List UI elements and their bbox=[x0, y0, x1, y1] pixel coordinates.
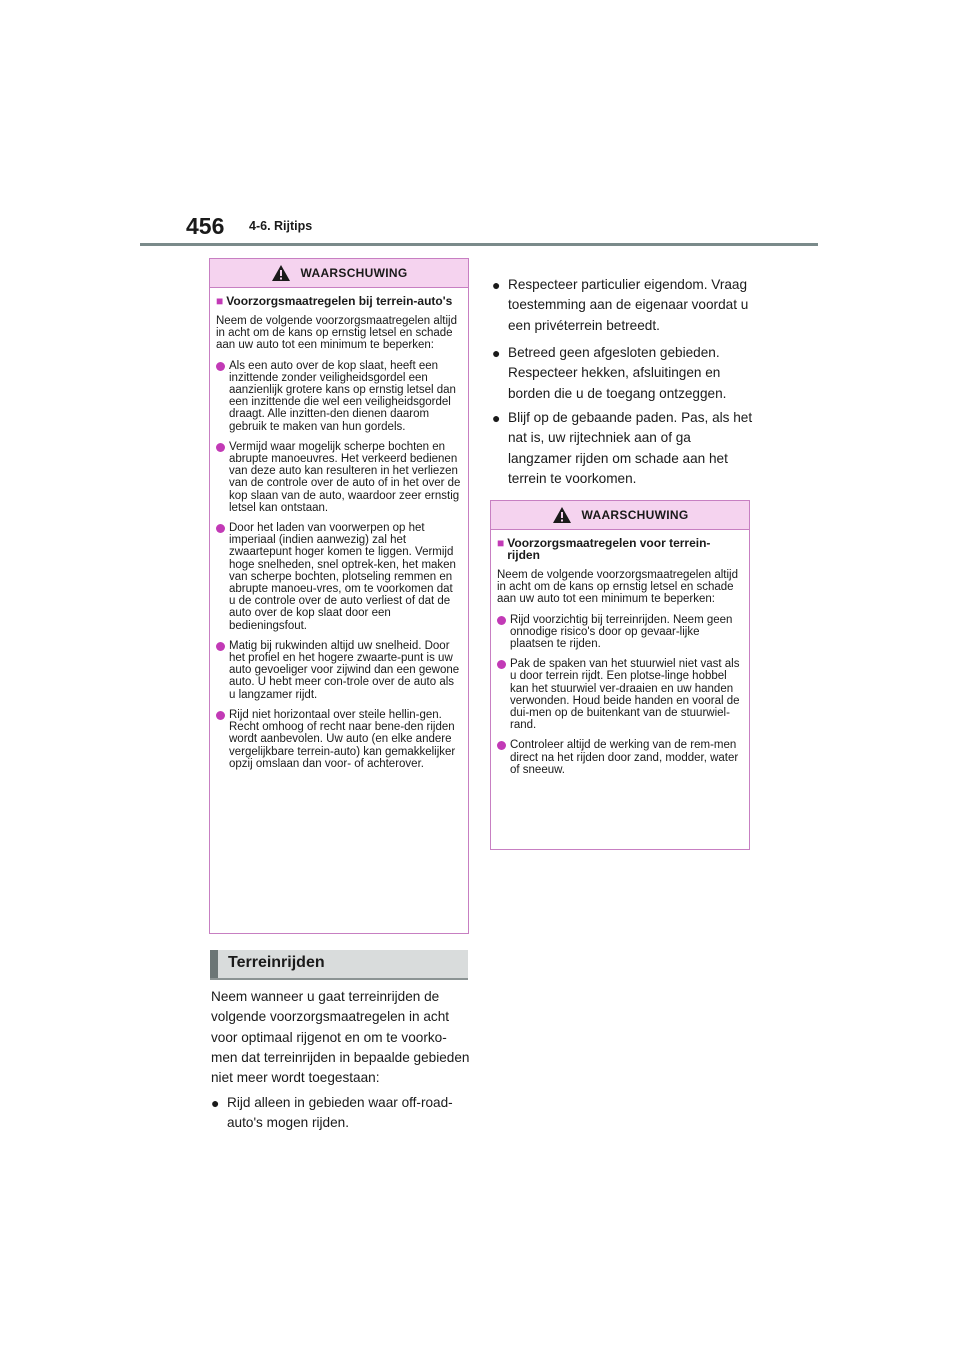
list-item bbox=[492, 343, 760, 404]
list-item-text: Blijf op de gebaande paden. Pas, als het nat is, uw rijtechniek aan of ga langzamer rijden om schade aan het terrein te voorkomen. bbox=[508, 410, 753, 486]
square-bullet-icon: ■ bbox=[216, 294, 224, 308]
warning-item bbox=[497, 739, 743, 776]
section-underline bbox=[210, 978, 468, 980]
warning-item bbox=[216, 709, 462, 770]
bullet-dot-icon bbox=[216, 524, 225, 533]
bullet-dot-icon bbox=[216, 642, 225, 651]
section-paragraph: Neem wanneer u gaat terreinrijden de volgende voorzorgsmaatregelen in acht voor optimaal rijgenot en om te voorko-men dat terreinrijden in bepaalde gebieden niet meer wordt toegestaan: bbox=[211, 989, 470, 1086]
warning-item-text: Controleer altijd de werking van de rem-men direct na het rijden door zand, modder, water of sneeuw. bbox=[510, 739, 739, 776]
warning-body bbox=[491, 530, 749, 790]
warning-item bbox=[497, 658, 743, 731]
warning-item-text: Rijd niet horizontaal over steile hellin-gen. Recht omhoog of recht naar bene-den rijden wordt aanbevolen. Uw auto (en elke andere vergelijkbare terrein-auto) kan gemakkelijker opzij omslaan dan voor- of achterover. bbox=[229, 708, 456, 770]
warning-box-terrain-driving bbox=[490, 500, 750, 850]
bullet-dot-icon bbox=[497, 741, 506, 750]
list-item bbox=[492, 408, 760, 489]
bullet-dot-icon: ● bbox=[492, 410, 501, 426]
header-rule bbox=[140, 243, 818, 246]
warning-item-text: Rijd voorzichtig bij terreinrijden. Neem geen onnodige risico's door op gevaar-lijke plaatsen te rijden. bbox=[510, 613, 733, 651]
bullet-dot-icon: ● bbox=[492, 345, 501, 361]
warning-header bbox=[491, 501, 749, 530]
bullet-dot-icon bbox=[216, 362, 225, 371]
list-item-text: Betreed geen afgesloten gebieden. Respecteer hekken, afsluitingen en borden die u de toegang ontzeggen. bbox=[508, 345, 727, 401]
warning-title: WAARSCHUWING bbox=[300, 266, 408, 280]
list-item bbox=[211, 1093, 473, 1134]
warning-subheading-text: Voorzorgsmaatregelen bij terrein-auto's bbox=[226, 294, 453, 308]
bullet-dot-icon: ● bbox=[211, 1095, 220, 1111]
warning-subheading-text: Voorzorgsmaatregelen voor terrein-rijden bbox=[507, 536, 711, 562]
bullet-dot-icon bbox=[216, 711, 225, 720]
section-title: Terreinrijden bbox=[228, 954, 325, 971]
warning-title: WAARSCHUWING bbox=[581, 508, 689, 522]
warning-item-text: Pak de spaken van het stuurwiel niet vast als u door terrein rijdt. Een plotse-linge hobbel kan het stuurwiel ver-draaien en uw handen verwonden. Houd beide handen en vooral de dui-men op de buitenkant van de stuurwiel-rand. bbox=[510, 658, 740, 732]
warning-triangle-icon bbox=[552, 506, 572, 524]
bullet-dot-icon: ● bbox=[492, 277, 501, 293]
warning-triangle-icon bbox=[271, 264, 291, 282]
warning-body bbox=[210, 288, 468, 784]
page-number: 456 bbox=[186, 213, 225, 239]
warning-subheading bbox=[216, 295, 462, 307]
warning-intro: Neem de volgende voorzorgsmaatregelen altijd in acht om de kans op ernstig letsel en schade aan uw auto tot een minimum te beperken: bbox=[216, 315, 458, 352]
warning-item bbox=[216, 522, 462, 632]
bullet-dot-icon bbox=[216, 443, 225, 452]
warning-item bbox=[216, 360, 462, 433]
bullet-dot-icon bbox=[497, 616, 506, 625]
list-item-text: Rijd alleen in gebieden waar off-road-auto's mogen rijden. bbox=[227, 1095, 453, 1131]
warning-item bbox=[216, 441, 462, 514]
list-item-text: Respecteer particulier eigendom. Vraag toestemming aan de eigenaar voordat u een privéterrein betreedt. bbox=[508, 277, 749, 333]
warning-header bbox=[210, 259, 468, 288]
warning-item-text: Als een auto over de kop slaat, heeft een inzittende zonder veiligheidsgordel een aanzienlijk grotere kans op ernstig letsel dan een inzittende die wel een veiligheidsgordel draagt. Alle inzitten-den dienen daarom gebruik te maken van hun gordels. bbox=[229, 359, 456, 433]
warning-item-text: Door het laden van voorwerpen op het imperiaal (indien aanwezig) zal het zwaartepunt hoger komen te liggen. Vermijd hoge snelheden, snel optrek-ken, het maken van scherpe bochten, plotseling remmen en abrupte manoeu-vres, om te voorkomen dat u de controle over de auto verliest of dat de auto over de kop slaat door een bedieningsfout. bbox=[229, 522, 456, 632]
warning-item-text: Vermijd waar mogelijk scherpe bochten en abrupte manoeuvres. Het verkeerd bedienen van deze auto kan resulteren in het verliezen van de controle over de auto of in het over de kop slaan van de auto, waardoor zeer ernstig letsel kan ontstaan. bbox=[229, 440, 461, 514]
warning-subheading bbox=[497, 537, 743, 561]
warning-box-terrain-cars bbox=[209, 258, 469, 934]
section-label: 4-6. Rijtips bbox=[249, 219, 313, 233]
warning-item bbox=[497, 614, 743, 651]
bullet-dot-icon bbox=[497, 660, 506, 669]
warning-intro: Neem de volgende voorzorgsmaatregelen altijd in acht om de kans op ernstig letsel en schade aan uw auto tot een minimum te beperken: bbox=[497, 569, 739, 606]
square-bullet-icon: ■ bbox=[497, 536, 505, 550]
list-item bbox=[492, 275, 760, 336]
section-heading-bar bbox=[210, 950, 468, 978]
warning-item bbox=[216, 640, 462, 701]
warning-item-text: Matig bij rukwinden altijd uw snelheid. Door het profiel en het hogere zwaarte-punt is uw auto gevoeliger voor zijwind dan een gewone auto. U hebt meer con-trole over de auto als u langzamer rijdt. bbox=[229, 639, 460, 701]
